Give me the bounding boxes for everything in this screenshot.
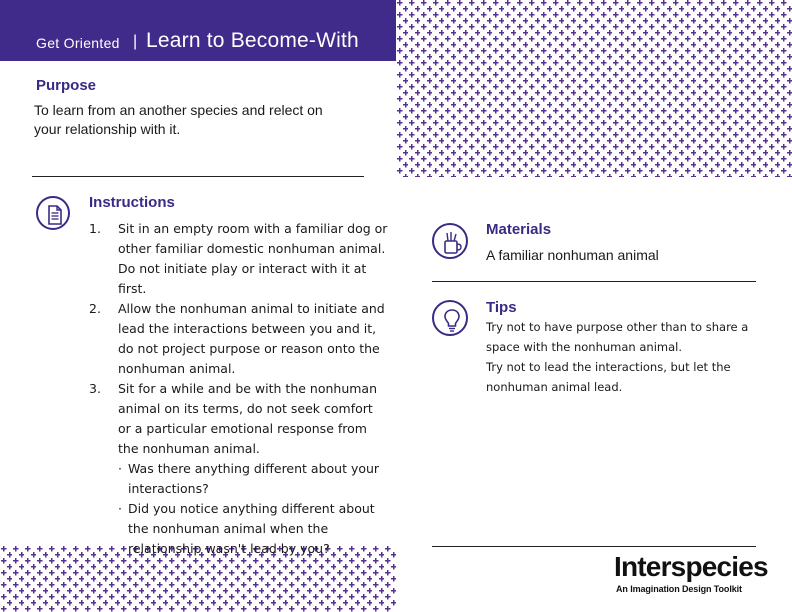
question-text: Was there anything different about your interactions? [128, 461, 380, 496]
brand-logo: Interspecies [614, 551, 768, 582]
page-title: Learn to Become-With [146, 29, 359, 52]
lightbulb-icon [432, 300, 468, 336]
section-label: Get Oriented [36, 35, 120, 51]
step-text: Allow the nonhuman animal to initiate and lead the interactions between you and it, do not project purpose or reason onto the nonhuman animal. [118, 301, 385, 376]
question-item [118, 459, 389, 499]
jar-tools-icon [432, 223, 468, 259]
step-number: 1. [89, 221, 101, 236]
step-item [89, 299, 389, 379]
footer-divider [432, 546, 756, 547]
step-number: 2. [89, 301, 101, 316]
document-icon [36, 196, 70, 230]
purpose-text: To learn from an another species and relect on your relationship with it. [34, 102, 323, 137]
purpose-heading: Purpose [36, 77, 97, 94]
tips-heading: Tips [486, 299, 517, 316]
tip-line: Try not to lead the interactions, but let the nonhuman animal lead. [486, 360, 731, 394]
decorative-pattern-top-right [396, 0, 792, 177]
step-number: 3. [89, 381, 101, 396]
step-text: Sit for a while and be with the nonhuman animal on its terms, do not seek comfort or a particular emotional response from the nonhuman animal. [118, 381, 377, 456]
materials-text: A familiar nonhuman animal [486, 247, 659, 263]
brand-tagline: An Imagination Design Toolkit [616, 584, 742, 594]
question-item [118, 499, 389, 559]
header-bar [0, 0, 396, 61]
bullet-dot: · [118, 461, 122, 476]
instruction-steps [89, 219, 389, 559]
purpose-divider [32, 176, 364, 177]
tip-line: Try not to have purpose other than to share a space with the nonhuman animal. [486, 320, 749, 354]
materials-heading: Materials [486, 221, 552, 238]
question-text: Did you notice anything different about the nonhuman animal when the relationship wasn't lead by you? [128, 501, 375, 556]
step-text: Sit in an empty room with a familiar dog or other familiar domestic nonhuman animal. Do not initiate play or interact with it at first. [118, 221, 388, 296]
step-item [89, 219, 389, 299]
bullet-dot: · [118, 501, 122, 516]
instructions-heading: Instructions [89, 194, 175, 211]
pattern-svg [396, 0, 792, 177]
header-separator: | [133, 33, 138, 50]
step-item [89, 379, 389, 559]
question-list [118, 459, 389, 559]
tips-text [486, 317, 776, 397]
materials-divider [432, 281, 756, 282]
